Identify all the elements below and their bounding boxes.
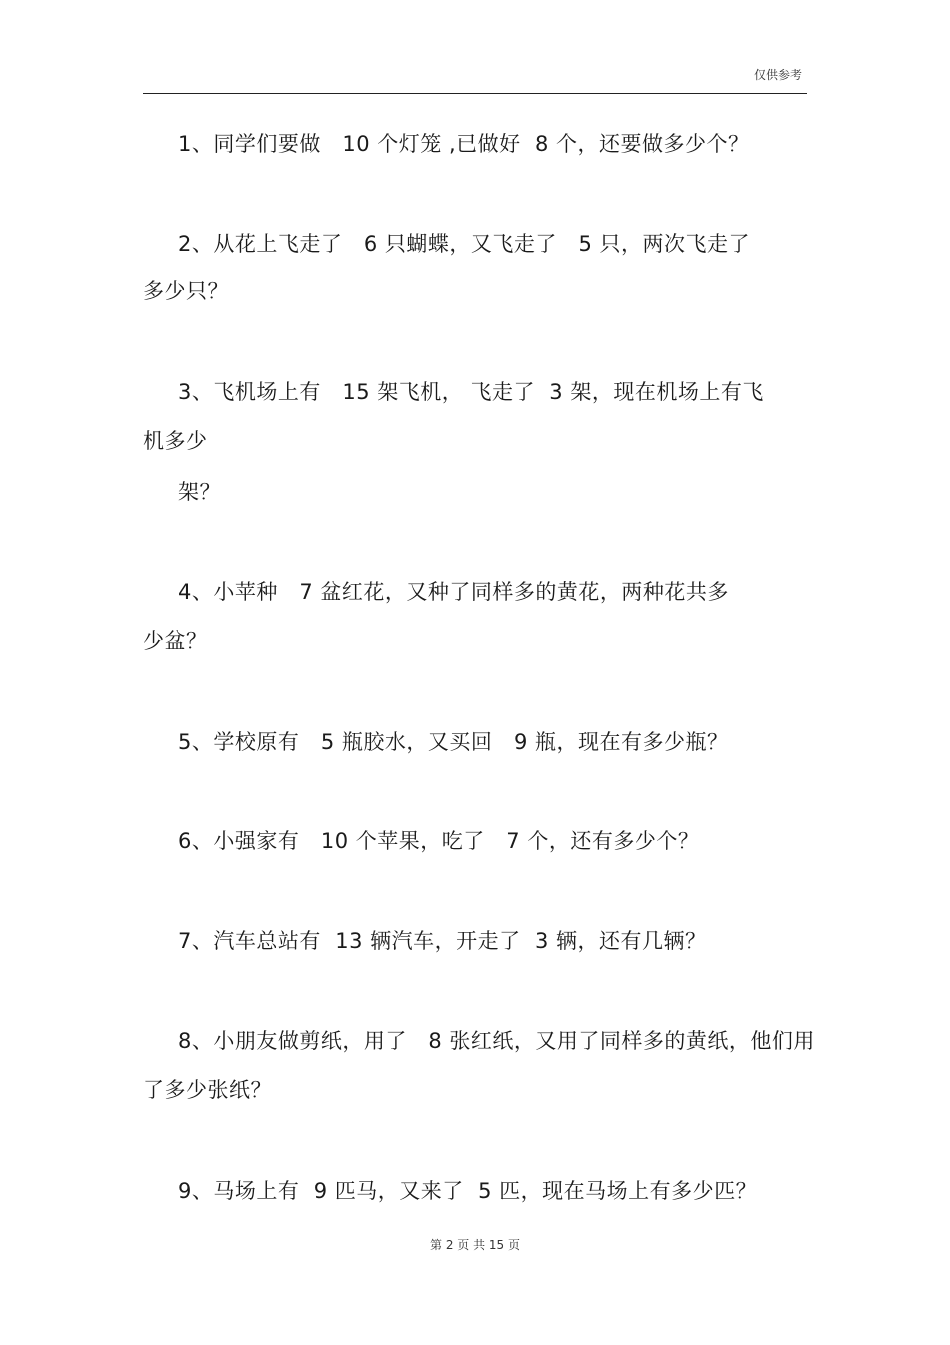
question-9-line-1: 9、马场上有 9 匹马，又来了 5 匹，现在马场上有多少匹？ [178, 1179, 758, 1203]
page-number: 第 2 页 共 15 页 [430, 1238, 520, 1252]
question-8-line-2: 了多少张纸？ [143, 1078, 272, 1102]
question-2-line-1: 2、从花上飞走了 6 只蝴蝶，又飞走了 5 只，两次飞走了 [178, 232, 750, 256]
question-7-line-1: 7、汽车总站有 13 辆汽车，开走了 3 辆，还有几辆？ [178, 929, 707, 953]
question-2-line-2: 多少只？ [143, 279, 229, 303]
question-3-line-1: 3、飞机场上有 15 架飞机， 飞走了 3 架，现在机场上有飞 [178, 380, 764, 404]
question-4-line-2: 少盆？ [143, 629, 208, 653]
question-6-line-1: 6、小强家有 10 个苹果，吃了 7 个，还有多少个？ [178, 829, 700, 853]
question-3-line-3: 架？ [178, 480, 221, 504]
question-8-line-1: 8、小朋友做剪纸，用了 8 张红纸，又用了同样多的黄纸，他们用 [178, 1029, 815, 1053]
question-3-line-2: 机多少 [143, 429, 208, 453]
header-note: 仅供参考 [753, 68, 802, 82]
question-4-line-1: 4、小苹种 7 盆红花，又种了同样多的黄花，两种花共多 [178, 580, 729, 604]
question-1-line-1: 1、同学们要做 10 个灯笼 ,已做好 8 个，还要做多少个？ [178, 132, 750, 156]
question-5-line-1: 5、学校原有 5 瓶胶水，又买回 9 瓶，现在有多少瓶？ [178, 730, 729, 754]
header-rule [143, 93, 807, 94]
